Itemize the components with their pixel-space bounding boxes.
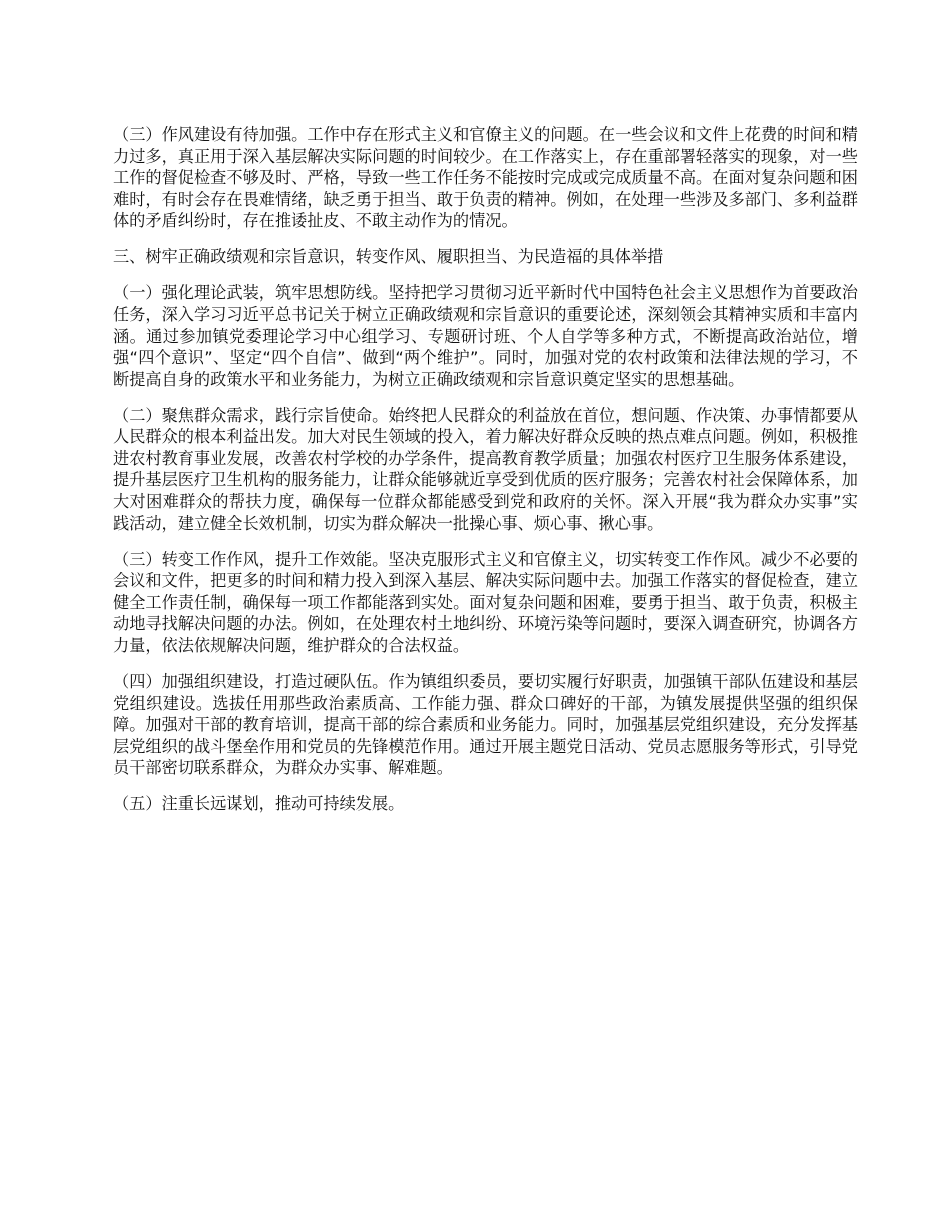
document-body (113, 124, 858, 829)
paragraph-long-term-planning: （五）注重长远谋划，推动可持续发展。 (113, 794, 405, 814)
paragraph-style-problems: （三）作风建设有待加强。工作中存在形式主义和官僚主义的问题。在一些会议和文件上花费的时间和精力过多，真正用于深入基层解决实际问题的时间较少。在工作落实上，存在重部署轻落实的现象，对一些工作的督促检查不够及时、严格，导致一些工作任务不能按时完成或完成质量不高。在面对复杂问题和困难时，有时会存在畏难情绪，缺乏勇于担当、敢于负责的精神。例如，在处理一些涉及多部门、多利益群体的矛盾纠纷时，存在推诿扯皮、不敢主动作为的情况。 (113, 125, 858, 231)
paragraph-theory-study: （一）强化理论武装，筑牢思想防线。坚持把学习贯彻习近平新时代中国特色社会主义思想作为首要政治任务，深入学习习近平总书记关于树立正确政绩观和宗旨意识的重要论述，深刻领会其精神实质和丰富内涵。通过参加镇党委理论学习中心组学习、专题研讨班、个人自学等多种方式，不断提高政治站位，增强“四个意识”、坚定“四个自信”、做到“两个维护”。同时，加强对党的农村政策和法律法规的学习，不断提高自身的政策水平和业务能力，为树立正确政绩观和宗旨意识奠定坚实的思想基础。 (113, 283, 858, 389)
paragraph-people-needs: （二）聚焦群众需求，践行宗旨使命。始终把人民群众的利益放在首位，想问题、作决策、办事情都要从人民群众的根本利益出发。加大对民生领域的投入，着力解决好群众反映的热点难点问题。例如，积极推进农村教育事业发展，改善农村学校的办学条件，提高教育教学质量；加强农村医疗卫生服务体系建设，提升基层医疗卫生机构的服务能力，让群众能够就近享受到优质的医疗服务；完善农村社会保障体系，加大对困难群众的帮扶力度，确保每一位群众都能感受到党和政府的关怀。深入开展“我为群众办实事”实践活动，建立健全长效机制，切实为群众解决一批操心事、烦心事、揪心事。 (113, 405, 858, 533)
section-heading-measures: 三、树牢正确政绩观和宗旨意识，转变作风、履职担当、为民造福的具体举措 (113, 247, 664, 267)
paragraph-organization: （四）加强组织建设，打造过硬队伍。作为镇组织委员，要切实履行好职责，加强镇干部队伍建设和基层党组织建设。选拔任用那些政治素质高、工作能力强、群众口碑好的干部，为镇发展提供坚强的组织保障。加强对干部的教育培训，提高干部的综合素质和业务能力。同时，加强基层党组织建设，充分发挥基层党组织的战斗堡垒作用和党员的先锋模范作用。通过开展主题党日活动、党员志愿服务等形式，引导党员干部密切联系群众，为群众办实事、解难题。 (113, 672, 858, 778)
paragraph-work-style: （三）转变工作作风，提升工作效能。坚决克服形式主义和官僚主义，切实转变工作作风。减少不必要的会议和文件，把更多的时间和精力投入到深入基层、解决实际问题中去。加强工作落实的督促检查，建立健全工作责任制，确保每一项工作都能落到实处。面对复杂问题和困难，要勇于担当、敢于负责，积极主动地寻找解决问题的办法。例如，在处理农村土地纠纷、环境污染等问题时，要深入调查研究，协调各方力量，依法依规解决问题，维护群众的合法权益。 (113, 549, 858, 656)
